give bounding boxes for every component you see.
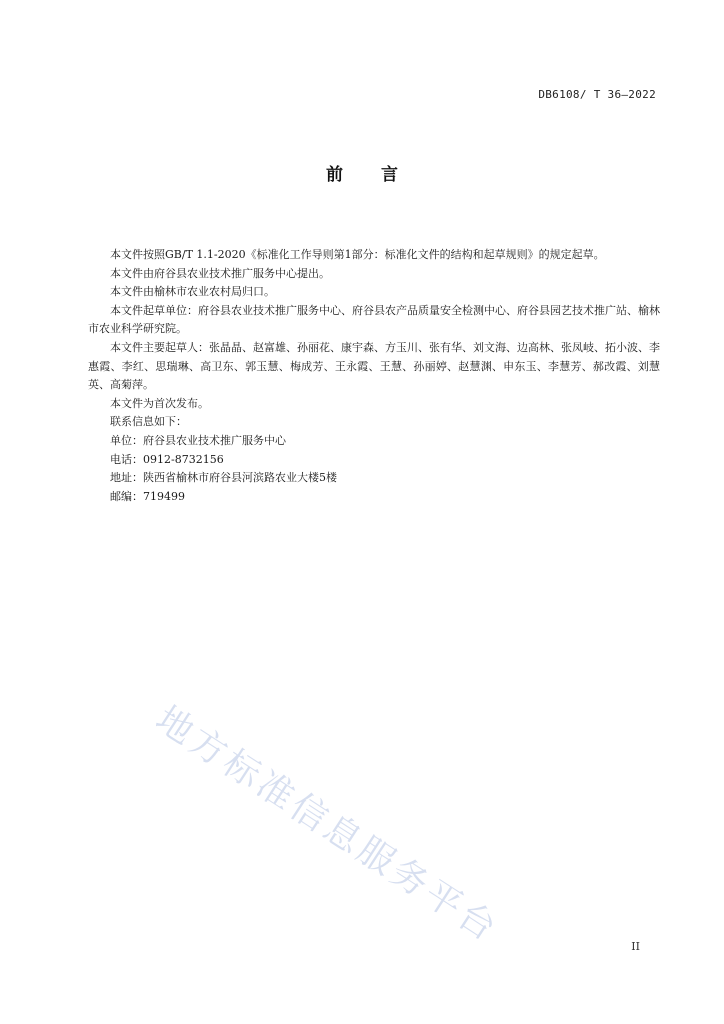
contact-postcode: 邮编：719499 <box>110 489 185 503</box>
title-char-1: 前 <box>326 165 343 185</box>
contact-address: 地址：陕西省榆林市府谷县河滨路农业大楼5楼 <box>110 471 337 485</box>
paragraph-contact-intro: 联系信息如下： <box>110 415 187 429</box>
paragraph-centralized-by: 本文件由榆林市农业农村局归口。 <box>110 285 275 299</box>
paragraph-drafting-rules: 本文件按照GB/T 1.1-2020《标准化工作导则第1部分：标准化文件的结构和起草规则》的规定起草。 <box>110 248 605 261</box>
contact-unit: 单位：府谷县农业技术推广服务中心 <box>110 433 286 447</box>
title-char-2: 言 <box>381 165 398 185</box>
page-number: II <box>631 940 640 953</box>
paragraph-proposed-by: 本文件由府谷县农业技术推广服务中心提出。 <box>110 266 330 280</box>
foreword-body <box>88 246 660 506</box>
section-title <box>0 160 724 185</box>
contact-phone: 电话：0912-8732156 <box>110 452 224 466</box>
watermark: 地方标准信息服务平台 <box>148 698 507 951</box>
paragraph-drafting-units: 本文件起草单位：府谷县农业技术推广服务中心、府谷县农产品质量安全检测中心、府谷县园艺技术推广站、榆林市农业科学研究院。 <box>88 303 660 336</box>
paragraph-first-release: 本文件为首次发布。 <box>110 396 209 410</box>
document-code: DB6108/ T 36—2022 <box>538 88 656 101</box>
paragraph-drafters: 本文件主要起草人：张晶晶、赵富雄、孙丽花、康宇森、方玉川、张有华、刘文海、边高林、张凤岐、拓小波、李惠霞、李红、思瑞琳、高卫东、郭玉慧、梅成芳、王永霞、王慧、孙丽婷、赵慧渊、申东玉、李慧芳、郝改霞、刘慧英、高菊萍。 <box>88 340 660 392</box>
